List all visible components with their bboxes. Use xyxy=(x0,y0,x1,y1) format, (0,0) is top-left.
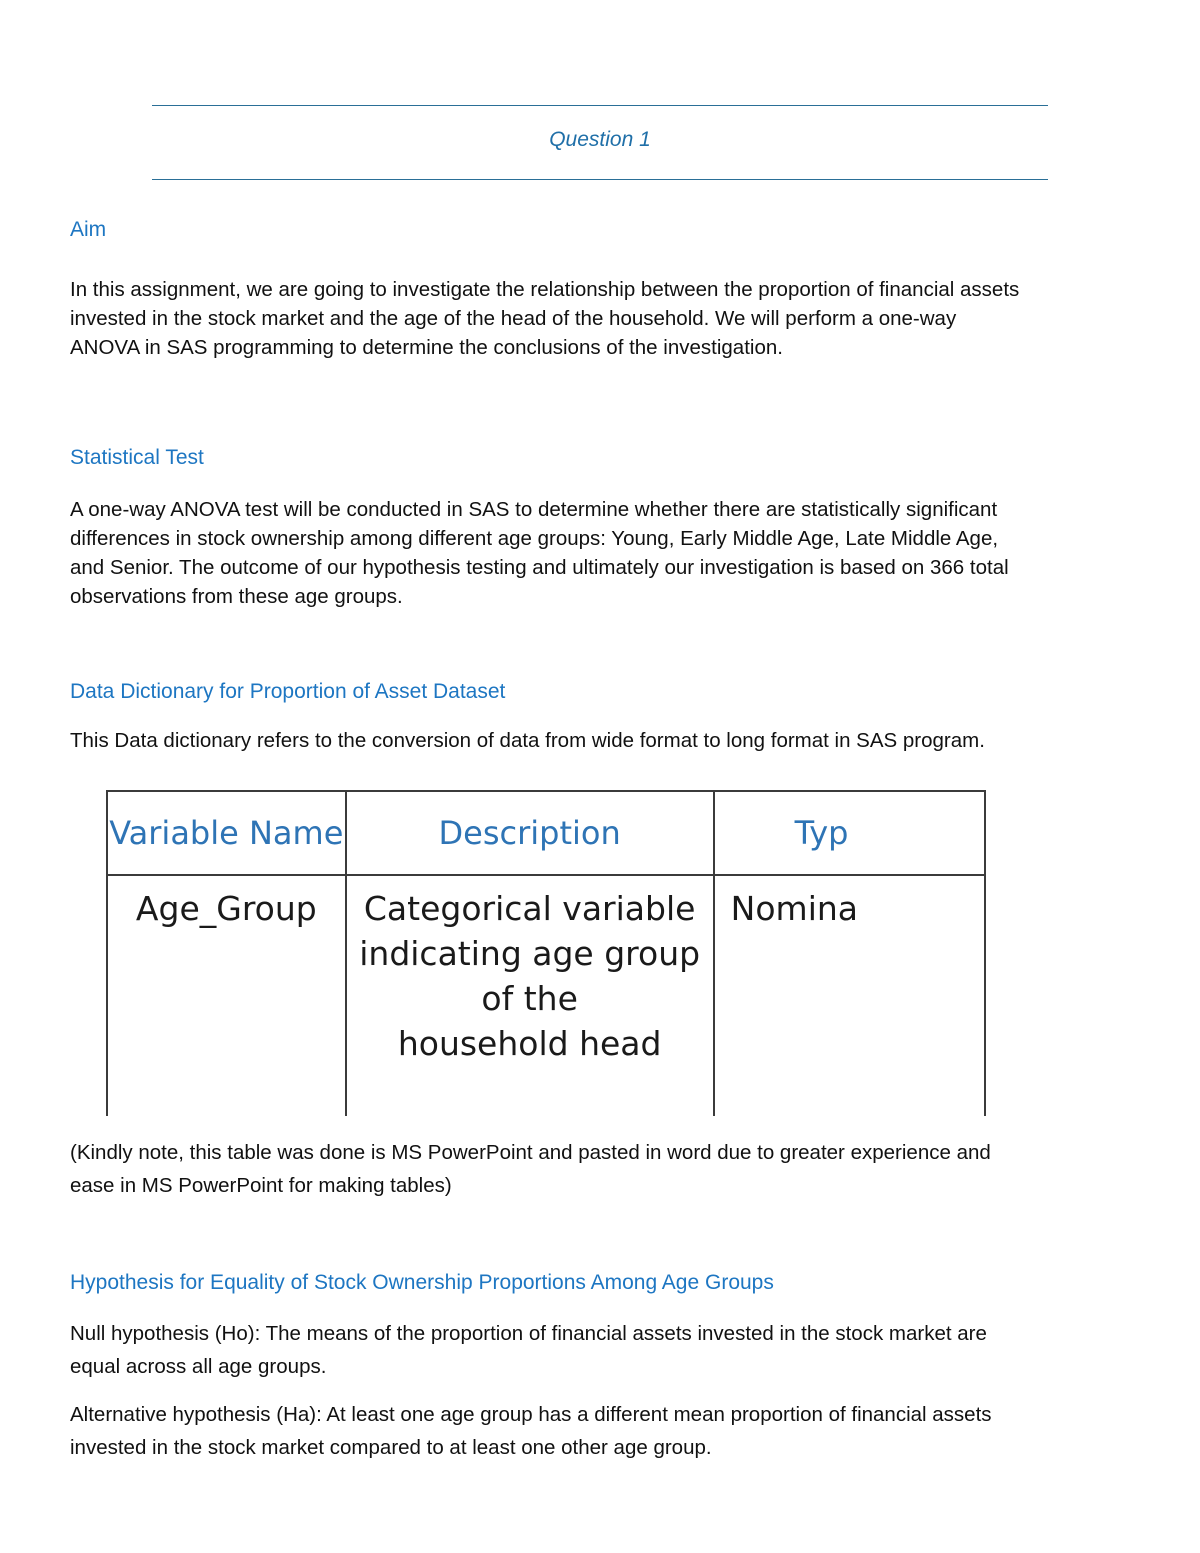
statistical-test-paragraph xyxy=(70,495,1140,611)
data-dictionary-table xyxy=(106,790,986,1116)
null-hypothesis-line: Null hypothesis (Ho): The means of the proportion of financial assets invested in the stock market are xyxy=(70,1322,987,1345)
statistical-test-heading: Statistical Test xyxy=(70,446,204,469)
title-rule-top xyxy=(152,105,1048,106)
data-dictionary-table-image xyxy=(106,790,986,1116)
description-line: household head xyxy=(397,1024,662,1063)
alternative-hypothesis-line: invested in the stock market compared to at least one other age group. xyxy=(70,1436,712,1459)
description-line: indicating age group of the xyxy=(359,934,701,1018)
description-line: Categorical variable xyxy=(363,889,696,928)
table-header-cell: Description xyxy=(346,791,714,875)
page-title: Question 1 xyxy=(549,128,651,151)
statistical-test-line: and Senior. The outcome of our hypothesis testing and ultimately our investigation is based on 366 total xyxy=(70,556,1009,579)
alternative-hypothesis-line: Alternative hypothesis (Ha): At least one age group has a different mean proportion of financial assets xyxy=(70,1403,992,1426)
table-note-line: (Kindly note, this table was done is MS PowerPoint and pasted in word due to greater experience and xyxy=(70,1141,991,1164)
aim-paragraph xyxy=(70,275,1140,362)
hypothesis-heading: Hypothesis for Equality of Stock Ownership Proportions Among Age Groups xyxy=(70,1271,774,1294)
aim-line: ANOVA in SAS programming to determine the conclusions of the investigation. xyxy=(70,336,783,359)
aim-line: invested in the stock market and the age of the head of the household. We will perform a one-way xyxy=(70,307,957,330)
aim-line: In this assignment, we are going to investigate the relationship between the proportion of financial assets xyxy=(70,278,1020,301)
null-hypothesis-line: equal across all age groups. xyxy=(70,1355,327,1378)
null-hypothesis xyxy=(70,1317,1140,1383)
statistical-test-line: differences in stock ownership among different age groups: Young, Early Middle Age, Late Middle Age, xyxy=(70,527,999,550)
aim-heading: Aim xyxy=(70,218,107,241)
table-note-line: ease in MS PowerPoint for making tables) xyxy=(70,1174,452,1197)
title-rule-bottom xyxy=(152,179,1048,180)
table-row xyxy=(107,875,985,1116)
table-cell-variable: Age_Group xyxy=(107,875,346,1116)
data-dictionary-intro xyxy=(70,726,1140,755)
table-cell-description xyxy=(346,875,714,1116)
data-dictionary-heading: Data Dictionary for Proportion of Asset Dataset xyxy=(70,680,506,703)
table-note xyxy=(70,1136,1140,1202)
table-header-row xyxy=(107,791,985,875)
table-header-cell: Variable Name xyxy=(107,791,346,875)
alternative-hypothesis xyxy=(70,1398,1140,1464)
table-header-cell: Typ xyxy=(714,791,985,875)
table-cell-type: Nomina xyxy=(714,875,985,1116)
statistical-test-line: observations from these age groups. xyxy=(70,585,403,608)
statistical-test-line: A one-way ANOVA test will be conducted in SAS to determine whether there are statistically significant xyxy=(70,498,998,521)
data-dictionary-intro-line: This Data dictionary refers to the conversion of data from wide format to long format in SAS program. xyxy=(70,729,985,752)
